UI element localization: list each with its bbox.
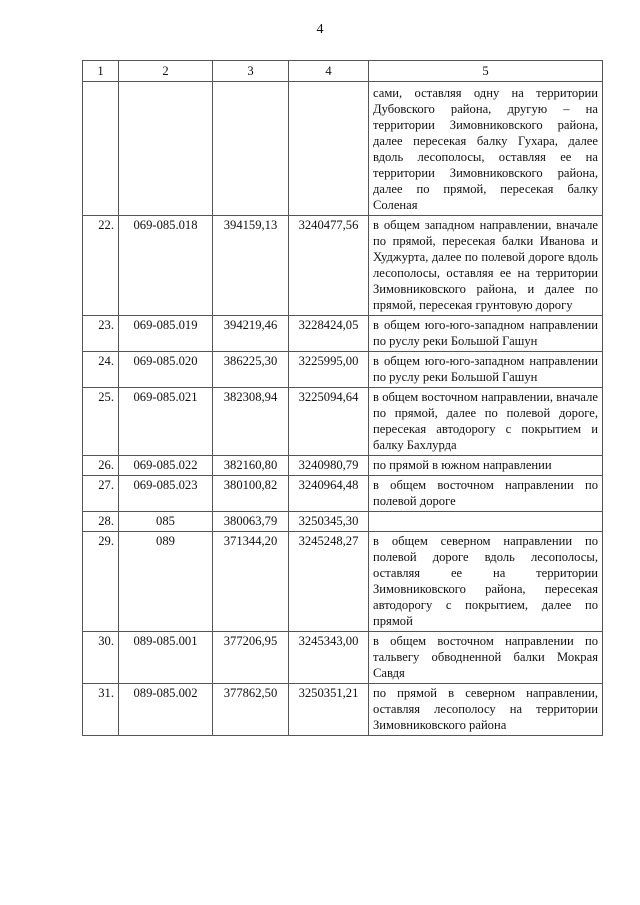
- point-code-cell: [119, 82, 213, 216]
- column-header-1: 1: [83, 61, 119, 82]
- point-code-cell: 069-085.021: [119, 388, 213, 456]
- table-row: [83, 316, 603, 352]
- description-cell: [369, 512, 603, 532]
- table-row: [83, 684, 603, 736]
- column-header-4: 4: [289, 61, 369, 82]
- y-coordinate-cell: 3240964,48: [289, 476, 369, 512]
- table-row: [83, 352, 603, 388]
- boundary-points-table: [82, 60, 603, 736]
- description-cell: в общем восточном направлении по полевой дороге: [369, 476, 603, 512]
- column-header-3: 3: [213, 61, 289, 82]
- page-number: 4: [316, 22, 324, 37]
- table-row: [83, 82, 603, 216]
- point-number-cell: 28.: [83, 512, 119, 532]
- column-header-2: 2: [119, 61, 213, 82]
- y-coordinate-cell: 3250351,21: [289, 684, 369, 736]
- y-coordinate-cell: 3225094,64: [289, 388, 369, 456]
- point-code-cell: 089-085.001: [119, 632, 213, 684]
- x-coordinate-cell: 380063,79: [213, 512, 289, 532]
- point-code-cell: 085: [119, 512, 213, 532]
- point-code-cell: 069-085.018: [119, 216, 213, 316]
- description-cell: в общем восточном направлении по тальвегу обводненной балки Мокрая Савдя: [369, 632, 603, 684]
- point-code-cell: 069-085.020: [119, 352, 213, 388]
- x-coordinate-cell: 377862,50: [213, 684, 289, 736]
- point-code-cell: 089: [119, 532, 213, 632]
- point-number-cell: 27.: [83, 476, 119, 512]
- table-row: [83, 532, 603, 632]
- x-coordinate-cell: 371344,20: [213, 532, 289, 632]
- point-number-cell: 26.: [83, 456, 119, 476]
- point-number-cell: 24.: [83, 352, 119, 388]
- x-coordinate-cell: 382308,94: [213, 388, 289, 456]
- point-code-cell: 089-085.002: [119, 684, 213, 736]
- point-number-cell: 23.: [83, 316, 119, 352]
- table-row: [83, 632, 603, 684]
- table-body: [83, 82, 603, 736]
- y-coordinate-cell: 3225995,00: [289, 352, 369, 388]
- table-row: [83, 456, 603, 476]
- description-cell: сами, оставляя одну на территории Дубовского района, другую – на территории Зимовниковского района, далее пересекая балку Гухара, далее вдоль лесополосы, оставляя ее на территории Зимовниковского района, далее по прямой, пересекая балку Соленая: [369, 82, 603, 216]
- x-coordinate-cell: 380100,82: [213, 476, 289, 512]
- description-cell: в общем восточном направлении, вначале по прямой, далее по полевой дороге, пересекая автодорогу с покрытием и балку Бахлурда: [369, 388, 603, 456]
- x-coordinate-cell: 386225,30: [213, 352, 289, 388]
- point-code-cell: 069-085.019: [119, 316, 213, 352]
- y-coordinate-cell: 3245248,27: [289, 532, 369, 632]
- y-coordinate-cell: 3240477,56: [289, 216, 369, 316]
- point-number-cell: 22.: [83, 216, 119, 316]
- y-coordinate-cell: 3250345,30: [289, 512, 369, 532]
- x-coordinate-cell: [213, 82, 289, 216]
- table-row: [83, 216, 603, 316]
- table-row: [83, 388, 603, 456]
- point-number-cell: 31.: [83, 684, 119, 736]
- column-header-5: 5: [369, 61, 603, 82]
- point-code-cell: 069-085.023: [119, 476, 213, 512]
- point-number-cell: 25.: [83, 388, 119, 456]
- table-header-row: [83, 61, 603, 82]
- x-coordinate-cell: 394219,46: [213, 316, 289, 352]
- y-coordinate-cell: 3245343,00: [289, 632, 369, 684]
- point-code-cell: 069-085.022: [119, 456, 213, 476]
- table-row: [83, 512, 603, 532]
- y-coordinate-cell: [289, 82, 369, 216]
- y-coordinate-cell: 3240980,79: [289, 456, 369, 476]
- x-coordinate-cell: 377206,95: [213, 632, 289, 684]
- x-coordinate-cell: 394159,13: [213, 216, 289, 316]
- description-cell: в общем юго-юго-западном направлении по руслу реки Большой Гашун: [369, 352, 603, 388]
- y-coordinate-cell: 3228424,05: [289, 316, 369, 352]
- x-coordinate-cell: 382160,80: [213, 456, 289, 476]
- description-cell: в общем западном направлении, вначале по прямой, пересекая балки Иванова и Худжурта, далее по полевой дороге вдоль лесополосы, оставляя ее на территории Зимовниковского района, и далее по прямой, пересекая грунтовую дорогу: [369, 216, 603, 316]
- point-number-cell: 29.: [83, 532, 119, 632]
- point-number-cell: 30.: [83, 632, 119, 684]
- point-number-cell: [83, 82, 119, 216]
- table-row: [83, 476, 603, 512]
- description-cell: в общем юго-юго-западном направлении по руслу реки Большой Гашун: [369, 316, 603, 352]
- description-cell: по прямой в северном направлении, оставляя лесополосу на территории Зимовниковского района: [369, 684, 603, 736]
- description-cell: по прямой в южном направлении: [369, 456, 603, 476]
- description-cell: в общем северном направлении по полевой дороге вдоль лесополосы, оставляя ее на территории Зимовниковского района, пересекая автодорогу с покрытием, далее по прямой: [369, 532, 603, 632]
